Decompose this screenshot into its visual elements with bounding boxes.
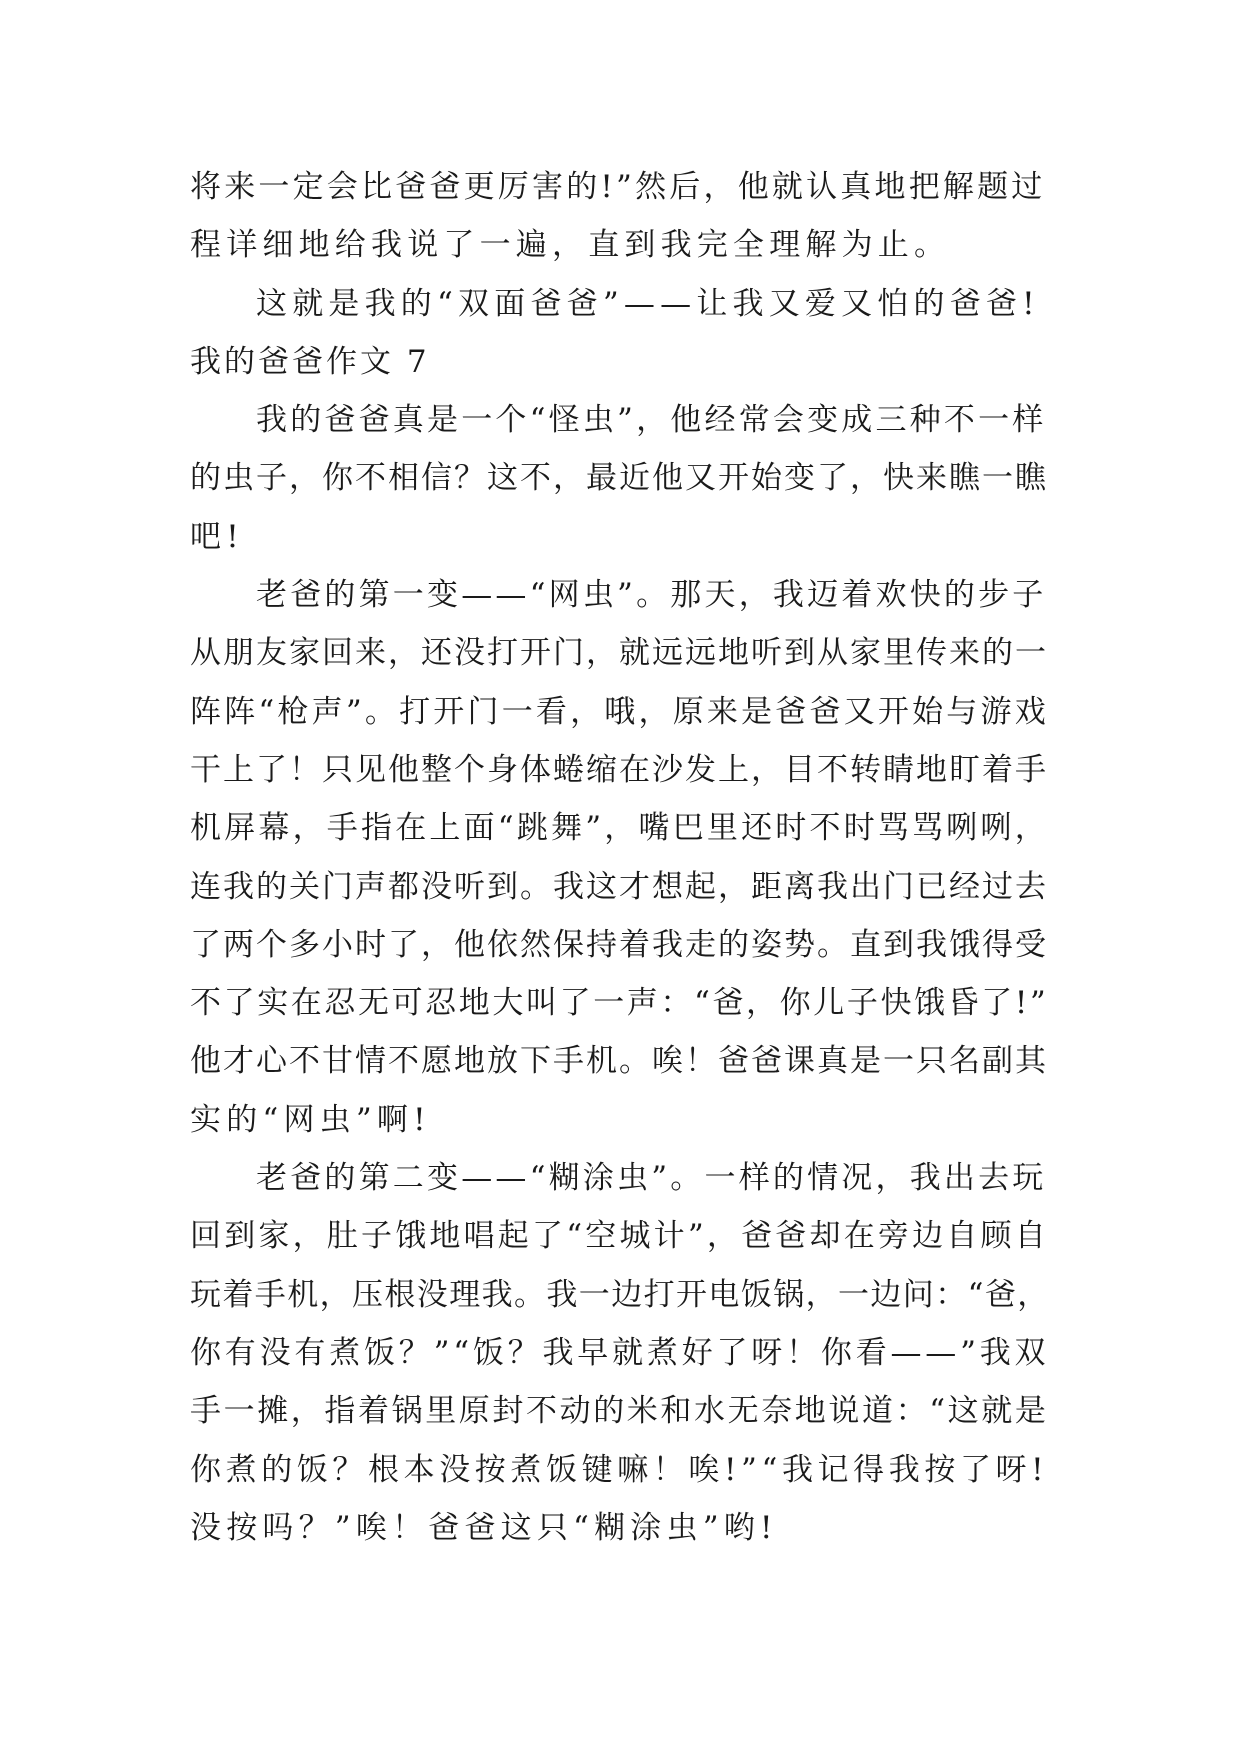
text-line: 他才心不甘情不愿地放下手机。唉！爸爸课真是一只名副其 [190,1043,1048,1080]
text-line: 干上了！只见他整个身体蜷缩在沙发上，目不转睛地盯着手 [190,751,1048,788]
text-line: 回到家，肚子饿地唱起了“空城计”，爸爸却在旁边自顾自 [190,1218,1049,1255]
paragraph-start-line: 老爸的第一变——“网虫”。那天，我迈着欢快的步子 [256,577,1047,614]
text-line: 连我的关门声都没听到。我这才想起，距离我出门已经过去 [190,868,1048,905]
document-page [190,158,1050,1557]
paragraph-start-line: 我的爸爸真是一个“怪虫”，他经常会变成三种不一样 [256,402,1047,439]
text-line: 手一摊，指着锅里原封不动的米和水无奈地说道：“这就是 [190,1393,1049,1430]
text-line: 机屏幕，手指在上面“跳舞”，嘴巴里还时不时骂骂咧咧， [190,810,1049,847]
text-line: 的虫子，你不相信？这不，最近他又开始变了，快来瞧一瞧 [190,460,1048,497]
text-line: 程详细地给我说了一遍，直到我完全理解为止。 [190,227,951,264]
text-line: 你煮的饭？根本没按煮饭键嘛！唉!”“我记得我按了呀! [190,1451,1049,1488]
text-line: 你有没有煮饭？”“饭？我早就煮好了呀！你看——”我双 [190,1334,1050,1371]
text-line: 玩着手机，压根没理我。我一边打开电饭锅，一边问：“爸， [190,1276,1050,1313]
text-line: 吧! [190,518,244,555]
text-line: 实的“网虫”啊! [190,1101,431,1138]
text-line: 没按吗？”唉！爸爸这只“糊涂虫”哟! [190,1509,778,1546]
text-line: 阵阵“枪声”。打开门一看，哦，原来是爸爸又开始与游戏 [190,693,1049,730]
paragraph-start-line: 老爸的第二变——“糊涂虫”。一样的情况，我出去玩 [256,1160,1047,1197]
text-line: 不了实在忍无可忍地大叫了一声：“爸，你儿子快饿昏了!” [190,985,1049,1022]
text-line: 将来一定会比爸爸更厉害的!”然后，他就认真地把解题过 [190,169,1046,205]
paragraph-start-line: 这就是我的“双面爸爸”——让我又爱又怕的爸爸! [256,285,1040,322]
text-line: 了两个多小时了，他依然保持着我走的姿势。直到我饿得受 [190,926,1048,963]
section-heading: 我的爸爸作文 7 [190,343,430,380]
text-line: 从朋友家回来，还没打开门，就远远地听到从家里传来的一 [190,635,1048,672]
